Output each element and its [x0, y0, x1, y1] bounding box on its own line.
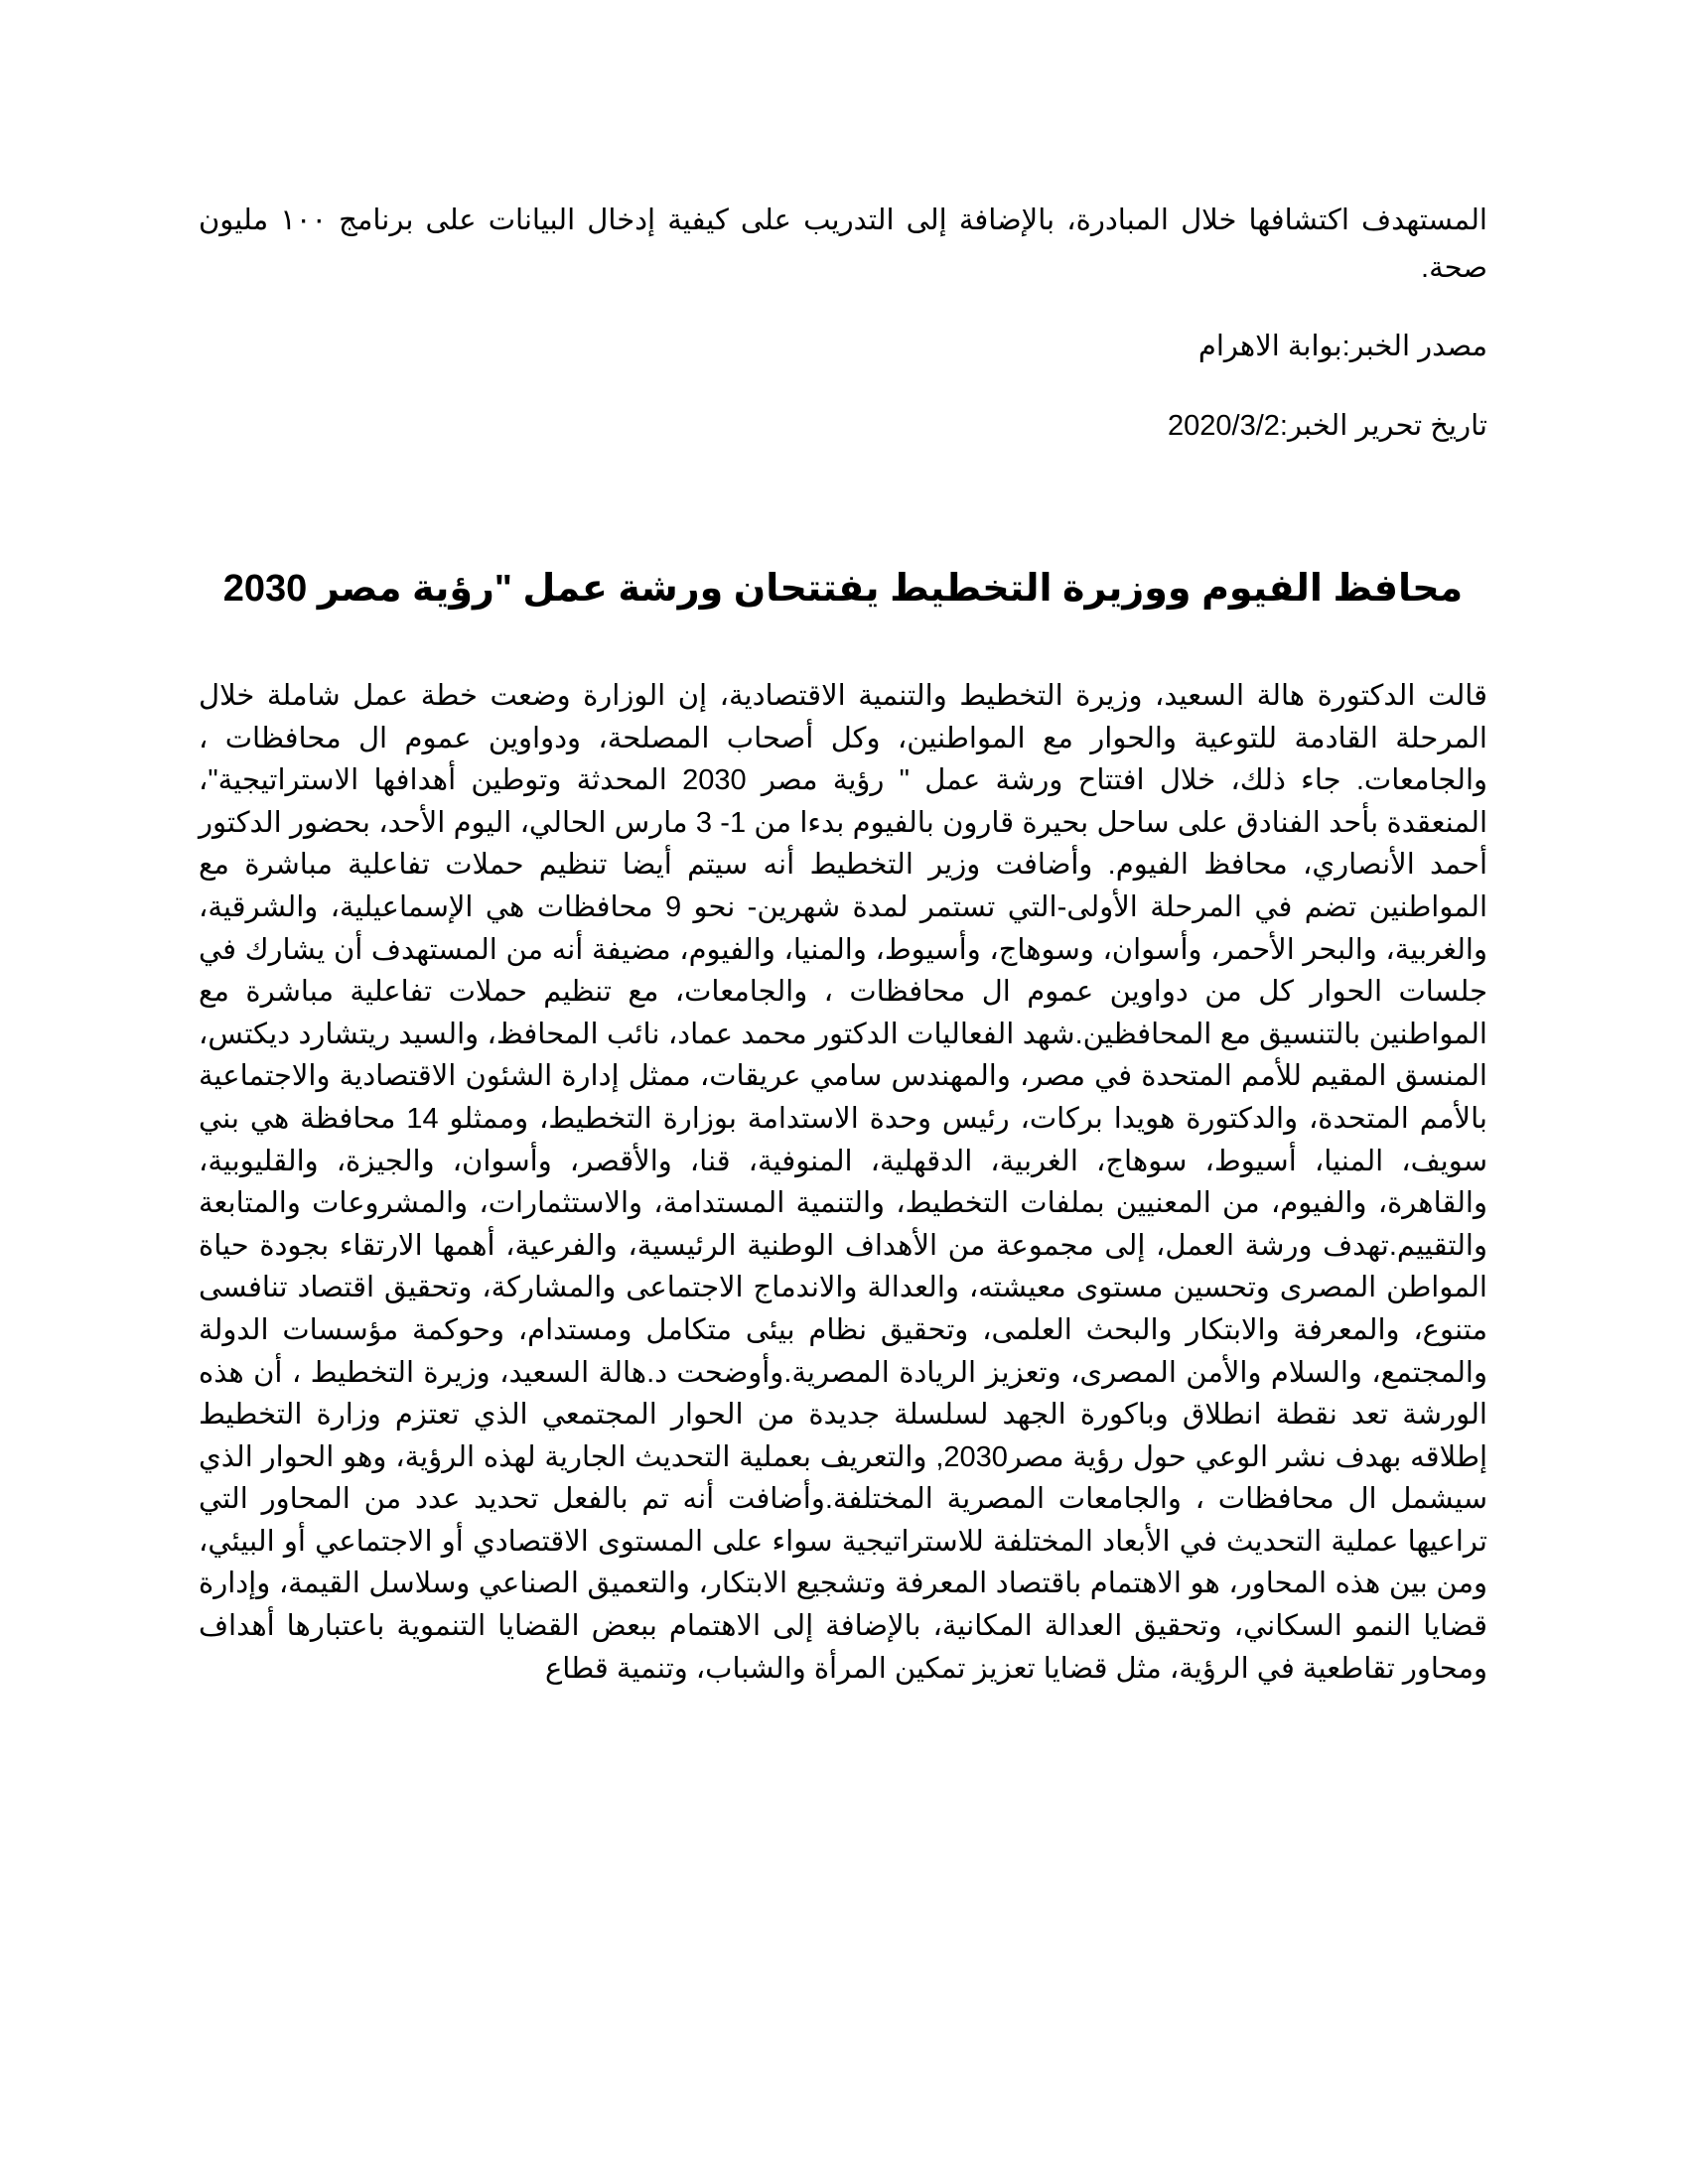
article-headline: محافظ الفيوم ووزيرة التخطيط يفتتحان ورشة عمل "رؤية مصر 2030 — [222, 568, 1464, 610]
edit-date: تاريخ تحرير الخبر:2020/3/2 — [1168, 410, 1487, 442]
intro-paragraph: المستهدف اكتشافها خلال المبادرة، بالإضافة إلى التدريب على كيفية إدخال البيانات على برنامج ١٠٠ مليون صحة. — [199, 205, 1487, 284]
article-body: قالت الدكتورة هالة السعيد، وزيرة التخطيط والتنمية الاقتصادية، إن الوزارة وضعت خطة عمل شاملة خلال المرحلة القادمة للتوعية والحوار مع المواطنين، وكل أصحاب المصلحة، ودواوين عموم ال محافظات ، والجامعات. جاء ذلك، خلال افتتاح ورشة عمل " رؤية مصر 2030 المحدثة وتوطين أهدافها الاستراتيجية"، المنعقدة بأحد الفنادق على ساحل بحيرة قارون بالفيوم بدءا من 1- 3 مارس الحالي، اليوم الأحد، بحضور الدكتور أحمد الأنصاري، محافظ الفيوم. وأضافت وزير التخطيط أنه سيتم أيضا تنظيم حملات تفاعلية مباشرة مع المواطنين تضم في المرحلة الأولى-التي تستمر لمدة شهرين- نحو 9 محافظات هي الإسماعيلية، والشرقية، والغربية، والبحر الأحمر، وأسوان، وسوهاج، وأسيوط، والمنيا، والفيوم، مضيفة أنه من المستهدف أن يشارك في جلسات الحوار كل من دواوين عموم ال محافظات ، والجامعات، مع تنظيم حملات تفاعلية مباشرة مع المواطنين بالتنسيق مع المحافظين.شهد الفعاليات الدكتور محمد عماد، نائب المحافظ، والسيد ريتشارد ديكتس، المنسق المقيم للأمم المتحدة في مصر، والمهندس سامي عريقات، ممثل إدارة الشئون الاقتصادية والاجتماعية بالأمم المتحدة، والدكتورة هويدا بركات، رئيس وحدة الاستدامة بوزارة التخطيط، وممثلو 14 محافظة هي بني سويف، المنيا، أسيوط، سوهاج، الغربية، الدقهلية، المنوفية، قنا، والأقصر، وأسوان، والجيزة، والقليوبية، والقاهرة، والفيوم، من المعنيين بملفات التخطيط، والتنمية المستدامة، والاستثمارات، والمشروعات والمتابعة والتقييم.تهدف ورشة العمل، إلى مجموعة من الأهداف الوطنية الرئيسية، والفرعية، أهمها الارتقاء بجودة حياة المواطن المصرى وتحسين مستوى معيشته، والعدالة والاندماج الاجتماعى والمشاركة، وتحقيق اقتصاد تنافسى متنوع، والمعرفة والابتكار والبحث العلمى، وتحقيق نظام بيئى متكامل ومستدام، وحوكمة مؤسسات الدولة والمجتمع، والسلام والأمن المصرى، وتعزيز الريادة المصرية.وأوضحت د.هالة السعيد، وزيرة التخطيط ، أن هذه الورشة تعد نقطة انطلاق وباكورة الجهد لسلسلة جديدة من الحوار المجتمعي الذي تعتزم وزارة التخطيط إطلاقه بهدف نشر الوعي حول رؤية مصر2030, والتعريف بعملية التحديث الجارية لهذه الرؤية، وهو الحوار الذي سيشمل ال محافظات ، والجامعات المصرية المختلفة.وأضافت أنه تم بالفعل تحديد عدد من المحاور التي تراعيها عملية التحديث في الأبعاد المختلفة للاستراتيجية سواء على المستوى الاقتصادي أو الاجتماعي أو البيئي، ومن بين هذه المحاور، هو الاهتمام باقتصاد المعرفة وتشجيع الابتكار، والتعميق الصناعي وسلاسل القيمة، وإدارة قضايا النمو السكاني، وتحقيق العدالة المكانية، بالإضافة إلى الاهتمام ببعض القضايا التنموية باعتبارها أهداف ومحاور تقاطعية في الرؤية، مثل قضايا تعزيز تمكين المرأة والشباب، وتنمية قطاع — [199, 680, 1488, 1685]
news-source: مصدر الخبر:بوابة الاهرام — [1197, 331, 1487, 362]
